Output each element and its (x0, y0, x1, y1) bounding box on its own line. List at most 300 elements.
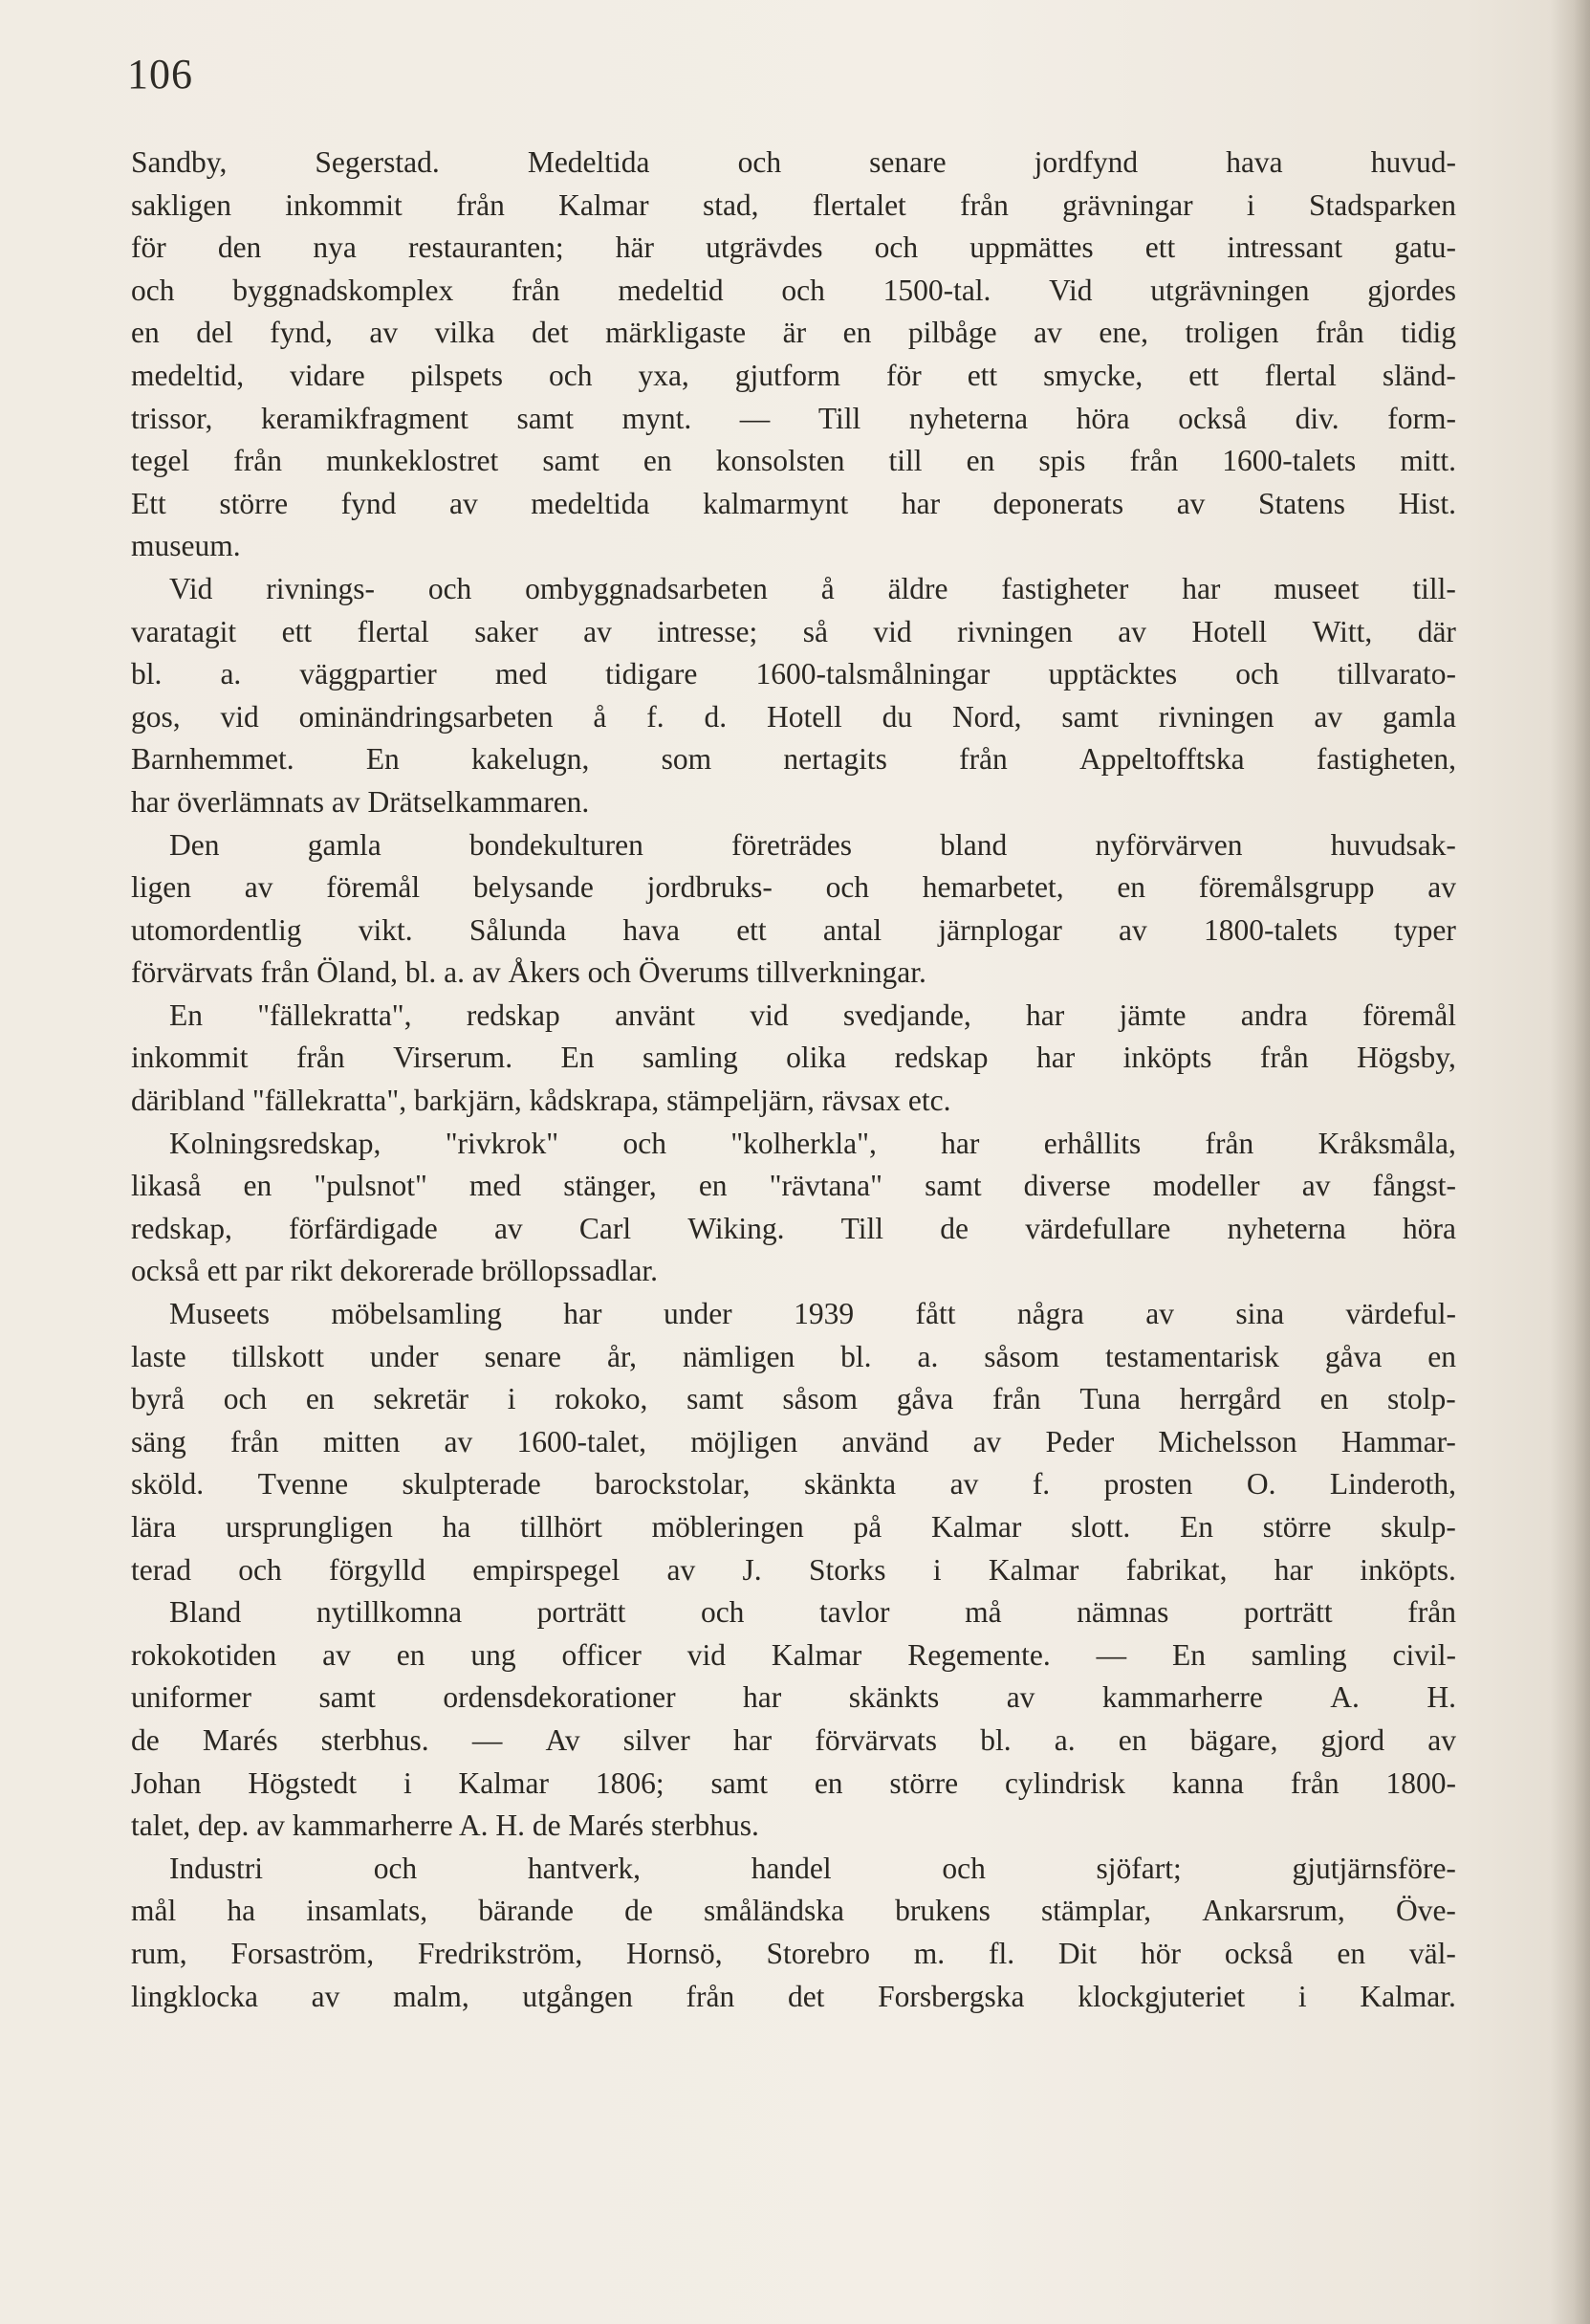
word: lingklocka (131, 1979, 258, 2013)
word: Kalmar (558, 187, 649, 222)
word: "rävtana" (769, 1169, 883, 1203)
word: höra (1403, 1211, 1456, 1245)
word: troligen (1185, 316, 1279, 350)
text-line: museum. (131, 529, 241, 563)
word: å (820, 571, 835, 605)
word: Barnhemmet. (131, 742, 294, 777)
word: deponerats (992, 486, 1124, 520)
word: har (1026, 998, 1065, 1032)
word: ursprungligen (225, 1510, 393, 1544)
word: "kolherkla", (730, 1126, 877, 1160)
word: gos, (131, 699, 181, 734)
text-line (131, 738, 1456, 781)
word: har (1274, 1552, 1313, 1587)
word: skulp- (1381, 1510, 1456, 1544)
word: och (223, 1382, 268, 1416)
word: utomordentlig (131, 912, 302, 947)
word: nytillkomna (316, 1595, 463, 1630)
word: typer (1394, 912, 1456, 947)
word: Appeltofftska (1079, 742, 1245, 777)
word: terad (131, 1552, 191, 1587)
word: redskap (894, 1041, 989, 1075)
word: Hornsö, (626, 1936, 723, 1970)
word: från (1205, 1126, 1254, 1160)
text-line (131, 1506, 1456, 1549)
word: skänkts (848, 1680, 940, 1715)
word: Ankarsrum, (1202, 1894, 1345, 1928)
word: företrädes (731, 827, 853, 862)
word: en (1117, 870, 1146, 905)
word: av (666, 1552, 696, 1587)
word: varatagit (131, 614, 237, 648)
text-line (131, 1634, 1456, 1677)
word: från (1129, 444, 1179, 478)
word: herrgård (1179, 1382, 1281, 1416)
word: har (1182, 571, 1221, 605)
word: från (1407, 1595, 1456, 1630)
word: förvärvats (815, 1722, 938, 1757)
word: de (940, 1211, 969, 1245)
word: modeller (1152, 1169, 1260, 1203)
word: ett (1144, 230, 1176, 265)
word: inköpts (1122, 1041, 1212, 1075)
word: cylindrisk (1004, 1765, 1125, 1800)
word: 1939 (794, 1297, 855, 1331)
word: gatu- (1394, 230, 1456, 265)
text-line (131, 1848, 1456, 1891)
word: det (787, 1979, 825, 2013)
word: tidigare (605, 657, 698, 691)
text-line (131, 1677, 1456, 1720)
word: sterbhus. (320, 1722, 429, 1757)
word: det (532, 316, 569, 350)
word: en (842, 316, 872, 350)
word: rokokotiden (131, 1637, 277, 1672)
word: belysande (472, 870, 594, 905)
word: där (1417, 614, 1456, 648)
word: Industri (169, 1851, 263, 1885)
word: Hotell (766, 699, 842, 734)
word: stänger, (563, 1169, 657, 1203)
word: lära (131, 1510, 177, 1544)
word: skänkta (803, 1467, 897, 1502)
word: Vid (1049, 273, 1093, 307)
word: gjutjärnsföre- (1292, 1851, 1456, 1885)
word: från (456, 187, 505, 222)
word: gjutform (734, 358, 841, 392)
word: medeltida (531, 486, 650, 520)
word: sina (1235, 1297, 1285, 1331)
word: och (131, 273, 175, 307)
text-line (131, 995, 1456, 1038)
word: den (217, 230, 262, 265)
word: byrå (131, 1382, 185, 1416)
word: Fredrikström, (417, 1936, 583, 1970)
text-line (131, 1463, 1456, 1506)
word: hör (1141, 1936, 1181, 1970)
word: Sandby, (131, 145, 228, 179)
word: såsom (984, 1339, 1060, 1373)
word: också (1224, 1936, 1294, 1970)
word: rivningen (957, 614, 1073, 648)
word: museet (1274, 571, 1360, 605)
word: mynt. (621, 401, 692, 435)
page-number: 106 (127, 51, 193, 98)
word: huvudsak- (1330, 827, 1456, 862)
word: och (549, 358, 593, 392)
word: tillvarato- (1337, 657, 1456, 691)
word: samt (516, 401, 574, 435)
word: till (888, 444, 923, 478)
word: Linderoth, (1329, 1467, 1456, 1502)
word: huvud- (1370, 145, 1456, 179)
word: ha (227, 1894, 256, 1928)
word: 1800-talets (1203, 912, 1338, 947)
word: bl. (840, 1339, 872, 1373)
word: Vid (169, 571, 213, 605)
word: intresse; (657, 614, 758, 648)
word: en (1427, 1339, 1456, 1373)
word: Bland (169, 1595, 242, 1630)
word: Museets (169, 1297, 270, 1331)
text-line (131, 1890, 1456, 1933)
word: samt (542, 444, 599, 478)
word: rivnings- (266, 571, 375, 605)
word: av (1301, 1169, 1331, 1203)
word: från (960, 187, 1009, 222)
word: smycke, (1043, 358, 1143, 392)
word: mitt. (1400, 444, 1456, 478)
word: sländ- (1382, 358, 1456, 392)
word: form- (1387, 401, 1456, 435)
word: medeltid (618, 273, 724, 307)
word: fått (915, 1297, 956, 1331)
word: Hotell (1191, 614, 1268, 648)
word: möbelsamling (331, 1297, 502, 1331)
word: år, (606, 1339, 638, 1373)
text-line (131, 1421, 1456, 1464)
text-line (131, 142, 1456, 185)
word: medeltid, (131, 358, 245, 392)
text-line (131, 653, 1456, 696)
word: Av (545, 1722, 580, 1757)
word: från (1259, 1041, 1309, 1075)
word: upptäcktes (1048, 657, 1178, 691)
word: Peder (1045, 1424, 1115, 1458)
word: brukens (895, 1894, 991, 1928)
word: å (593, 699, 607, 734)
word: diverse (1023, 1169, 1111, 1203)
word: Medeltida (527, 145, 650, 179)
word: märkligaste (605, 316, 747, 350)
word: barockstolar, (595, 1467, 751, 1502)
word: i (507, 1382, 516, 1416)
word: ominändringsarbeten (298, 699, 554, 734)
text-line (131, 866, 1456, 910)
word: redskap (466, 998, 560, 1032)
text-line (131, 1933, 1456, 1976)
word: klockgjuteriet (1078, 1979, 1246, 2013)
word: Kalmar (930, 1510, 1022, 1544)
word: har (743, 1680, 782, 1715)
word: tillskott (231, 1339, 324, 1373)
word: konsolsten (715, 444, 845, 478)
word: i (1246, 187, 1255, 222)
word: har (901, 486, 941, 520)
word: möbleringen (651, 1510, 804, 1544)
word: Tuna (1079, 1382, 1142, 1416)
word: laste (131, 1339, 186, 1373)
word: av (1427, 1722, 1456, 1757)
word: större (1262, 1510, 1332, 1544)
body-text (131, 142, 1456, 2018)
word: handel (751, 1851, 832, 1885)
word: gamla (307, 827, 381, 862)
word: byggnadskomplex (232, 273, 454, 307)
word: fynd, (270, 316, 333, 350)
word: Forsaström, (230, 1936, 375, 1970)
word: en (643, 444, 672, 478)
word: flertal (1264, 358, 1337, 392)
word: också (1178, 401, 1247, 435)
word: samling (642, 1041, 738, 1075)
word: sakligen (131, 187, 231, 222)
word: d. (704, 699, 728, 734)
word: malm, (393, 1979, 469, 2013)
word: samt (686, 1382, 744, 1416)
word: äldre (887, 571, 948, 605)
word: bl. (131, 657, 163, 691)
text-line (131, 568, 1456, 611)
word: har (1035, 1041, 1076, 1075)
word: redskap, (131, 1211, 232, 1245)
word: 1500-tal. (882, 273, 991, 307)
word: och (942, 1851, 986, 1885)
word: Till (817, 401, 861, 435)
word: föremål (326, 870, 421, 905)
word: m. (913, 1936, 946, 1970)
word: av (322, 1637, 351, 1672)
word: de (624, 1894, 653, 1928)
text-line: talet, dep. av kammarherre A. H. de Marés sterbhus. (131, 1809, 759, 1843)
text-line (131, 483, 1456, 526)
word: från (1315, 316, 1364, 350)
word: officer (561, 1637, 642, 1672)
word: en (1118, 1722, 1147, 1757)
word: En (560, 1041, 595, 1075)
text-line (131, 1720, 1456, 1763)
word: senare (484, 1339, 562, 1373)
word: skulpterade (402, 1467, 541, 1502)
text-line (131, 824, 1456, 867)
word: Witt, (1312, 614, 1373, 648)
word: av (583, 614, 612, 648)
word: en (698, 1169, 728, 1203)
word: prosten (1103, 1467, 1193, 1502)
word: småländska (703, 1894, 844, 1928)
word: gjord (1320, 1722, 1385, 1757)
word: bl. (980, 1722, 1012, 1757)
word: saker (474, 614, 538, 648)
word: bägare, (1189, 1722, 1278, 1757)
word: Segerstad. (315, 145, 440, 179)
word: du (882, 699, 913, 734)
word: ett (1188, 358, 1219, 392)
word: fabrikat, (1125, 1552, 1228, 1587)
word: och (874, 230, 919, 265)
word: erhållits (1043, 1126, 1142, 1160)
word: som (661, 742, 712, 777)
word: intressant (1227, 230, 1343, 265)
word: Den (169, 827, 220, 862)
word: utgrävdes (706, 230, 823, 265)
word: empirspegel (472, 1552, 621, 1587)
word: Regemente. (907, 1637, 1051, 1672)
word: stolp- (1387, 1382, 1456, 1416)
word: keramikfragment (260, 401, 468, 435)
word: Virserum. (393, 1041, 513, 1075)
word: är (782, 316, 807, 350)
word: värdefullare (1025, 1211, 1171, 1245)
word: "rivkrok" (445, 1126, 559, 1160)
word: föremål (1362, 998, 1456, 1032)
text-line (131, 440, 1456, 483)
text-line (131, 355, 1456, 398)
word: svedjande, (842, 998, 971, 1032)
word: och (238, 1552, 282, 1587)
word: en (1319, 1382, 1349, 1416)
word: ett (736, 912, 767, 947)
word: av (1314, 699, 1343, 734)
word: sköld. (131, 1467, 205, 1502)
word: jordfynd (1034, 145, 1139, 179)
word: rivningen (1158, 699, 1274, 734)
word: och (1235, 657, 1279, 691)
word: munkeklostret (326, 444, 499, 478)
word: a. (220, 657, 242, 691)
text-line: förvärvats från Öland, bl. a. av Åkers och Överums tillverkningar. (131, 955, 926, 990)
word: Kalmar (988, 1552, 1079, 1587)
word: hava (1226, 145, 1283, 179)
word: de (131, 1722, 160, 1757)
word: av (1119, 912, 1147, 947)
word: höra (1076, 401, 1130, 435)
word: div. (1295, 401, 1340, 435)
word: av (1145, 1297, 1174, 1331)
word: för (886, 358, 922, 392)
word: av (1176, 486, 1206, 520)
text-line (131, 1293, 1456, 1336)
word: hantverk, (527, 1851, 641, 1885)
text-line (131, 611, 1456, 654)
word: a. (917, 1339, 939, 1373)
word: av (444, 1424, 473, 1458)
word: ene, (1099, 316, 1148, 350)
word: J. (742, 1552, 762, 1587)
word: väggpartier (299, 657, 437, 691)
text-line (131, 1976, 1456, 2019)
word: slott. (1071, 1510, 1131, 1544)
word: nya (313, 230, 357, 265)
word: inköpts. (1360, 1552, 1456, 1587)
word: av (1006, 1680, 1035, 1715)
word: Johan (131, 1765, 202, 1800)
word: tavlor (819, 1595, 890, 1630)
word: mitten (322, 1424, 401, 1458)
word: stad, (702, 187, 759, 222)
word: och (737, 145, 782, 179)
word: säng (131, 1424, 186, 1458)
word: jordbruks- (646, 870, 773, 905)
word: Kalmar. (1360, 1979, 1456, 2013)
word: med (468, 1169, 522, 1203)
word: nyheterna (1227, 1211, 1346, 1245)
word: gåva (896, 1382, 954, 1416)
word: 1600-talsmålningar (755, 657, 991, 691)
word: likaså (131, 1169, 202, 1203)
word: förgylld (329, 1552, 425, 1587)
word: civil- (1392, 1637, 1456, 1672)
word: såsom (782, 1382, 859, 1416)
page-edge-shadow (1550, 0, 1590, 2324)
word: En (1180, 1510, 1213, 1544)
word: porträtt (1243, 1595, 1333, 1630)
word: spis (1038, 444, 1086, 478)
word: flertalet (812, 187, 906, 222)
word: vid (873, 614, 912, 648)
text-line (131, 696, 1456, 739)
word: av (949, 1467, 979, 1502)
word: a. (1054, 1722, 1076, 1757)
word: i (403, 1765, 412, 1800)
word: möjligen (690, 1424, 798, 1458)
word: yxa, (638, 358, 689, 392)
word: Carl (578, 1211, 632, 1245)
word: från (233, 444, 282, 478)
word: hava (622, 912, 680, 947)
word: trissor, (131, 401, 213, 435)
word: vidare (290, 358, 365, 392)
word: fångst- (1372, 1169, 1456, 1203)
word: grävningar (1062, 187, 1193, 222)
word: och (622, 1126, 666, 1160)
word: järnplogar (938, 912, 1062, 947)
word: nertagits (783, 742, 887, 777)
word: uniformer (131, 1680, 251, 1715)
text-line (131, 1378, 1456, 1421)
word: av (493, 1211, 523, 1245)
word: samt (925, 1169, 982, 1203)
word: jämte (1119, 998, 1187, 1032)
word: sekretär (373, 1382, 469, 1416)
word: Kalmar (458, 1765, 550, 1800)
word: Michelsson (1158, 1424, 1297, 1458)
word: må (965, 1595, 1002, 1630)
word: vilka (434, 316, 495, 350)
word: av (1118, 614, 1147, 648)
word: gjordes (1367, 273, 1456, 307)
word: restauranten; (407, 230, 564, 265)
word: bärande (478, 1894, 574, 1928)
word: "pulsnot" (314, 1169, 427, 1203)
word: Kolningsredskap, (169, 1126, 381, 1160)
word: Sålunda (468, 912, 567, 947)
word: 1806; (595, 1765, 664, 1800)
word: pilbåge (907, 316, 997, 350)
word: 1600-talet, (516, 1424, 647, 1458)
word: — (1096, 1637, 1127, 1672)
text-line (131, 1591, 1456, 1634)
